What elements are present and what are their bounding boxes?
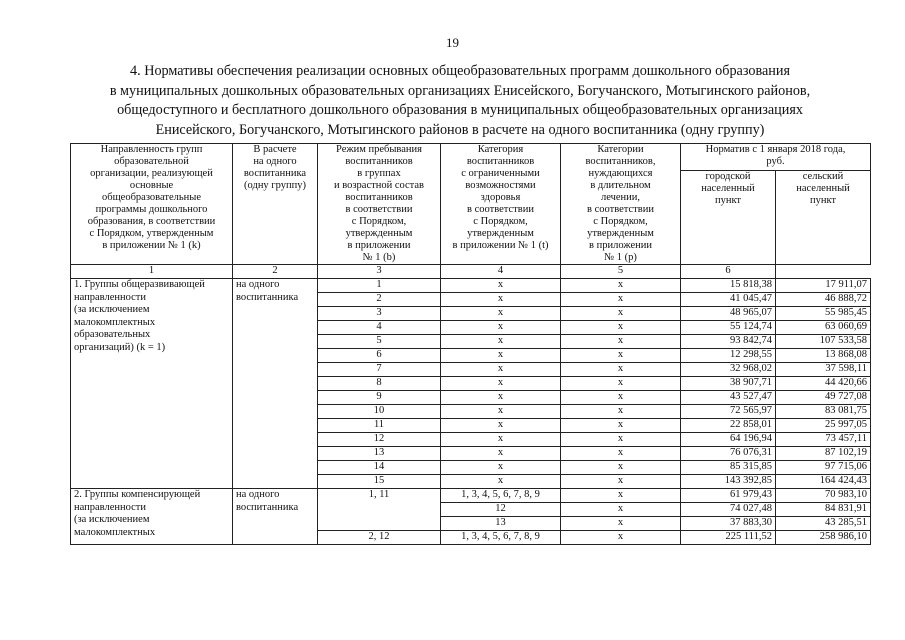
rural-value: 164 424,43 <box>776 475 871 489</box>
treatment-cell: x <box>561 279 681 293</box>
header-regime: Режим пребывания воспитанников в группах и возрастной состав воспитанников в соответствии с Порядком, утвержденным в приложении № 1 (b) <box>318 144 441 265</box>
disability-cell: x <box>441 321 561 335</box>
disability-cell: x <box>441 447 561 461</box>
disability-cell: 12 <box>441 503 561 517</box>
header-direction: Направленность групп образовательной организации, реализующей основные общеобразовательные программы дошкольного образования, в соответствии с Порядком, утвержденным в приложении № 1 (k) <box>71 144 233 265</box>
treatment-cell: x <box>561 489 681 503</box>
rural-value: 37 598,11 <box>776 363 871 377</box>
column-number: 1 <box>71 265 233 279</box>
treatment-cell: x <box>561 405 681 419</box>
section-heading <box>60 62 860 140</box>
header-treatment-category: Категории воспитанников, нуждающихся в длительном лечении, в соответствии с Порядком, утвержденным в приложении № 1 (p) <box>561 144 681 265</box>
regime-cell: 2 <box>318 293 441 307</box>
rural-value: 107 533,58 <box>776 335 871 349</box>
table-row <box>71 279 871 293</box>
rural-value: 97 715,06 <box>776 461 871 475</box>
treatment-cell: x <box>561 447 681 461</box>
rural-value: 25 997,05 <box>776 419 871 433</box>
urban-value: 93 842,74 <box>681 335 776 349</box>
rural-value: 87 102,19 <box>776 447 871 461</box>
urban-value: 15 818,38 <box>681 279 776 293</box>
regime-cell: 1, 11 <box>318 489 441 531</box>
header-rural: сельский населенный пункт <box>776 171 871 265</box>
disability-cell: 13 <box>441 517 561 531</box>
regime-cell: 7 <box>318 363 441 377</box>
header-norm: Норматив с 1 января 2018 года, руб. <box>681 144 871 171</box>
treatment-cell: x <box>561 335 681 349</box>
urban-value: 32 968,02 <box>681 363 776 377</box>
treatment-cell: x <box>561 349 681 363</box>
column-number: 2 <box>233 265 318 279</box>
urban-value: 72 565,97 <box>681 405 776 419</box>
regime-cell: 13 <box>318 447 441 461</box>
disability-cell: 1, 3, 4, 5, 6, 7, 8, 9 <box>441 489 561 503</box>
group2-title: 2. Группы компенсирующей направленности (за исключением малокомплектных <box>71 489 233 545</box>
table-row <box>71 489 871 503</box>
column-number: 4 <box>441 265 561 279</box>
disability-cell: x <box>441 405 561 419</box>
disability-cell: x <box>441 363 561 377</box>
disability-cell: x <box>441 475 561 489</box>
rural-value: 258 986,10 <box>776 531 871 545</box>
urban-value: 48 965,07 <box>681 307 776 321</box>
header-urban: городской населенный пункт <box>681 171 776 265</box>
disability-cell: x <box>441 349 561 363</box>
urban-value: 143 392,85 <box>681 475 776 489</box>
group1-per-pupil: на одного воспитанника <box>233 279 318 489</box>
rural-value: 84 831,91 <box>776 503 871 517</box>
urban-value: 38 907,71 <box>681 377 776 391</box>
treatment-cell: x <box>561 503 681 517</box>
rural-value: 13 868,08 <box>776 349 871 363</box>
urban-value: 76 076,31 <box>681 447 776 461</box>
urban-value: 22 858,01 <box>681 419 776 433</box>
urban-value: 64 196,94 <box>681 433 776 447</box>
rural-value: 55 985,45 <box>776 307 871 321</box>
regime-cell: 2, 12 <box>318 531 441 545</box>
rural-value: 83 081,75 <box>776 405 871 419</box>
urban-value: 12 298,55 <box>681 349 776 363</box>
urban-value: 55 124,74 <box>681 321 776 335</box>
treatment-cell: x <box>561 531 681 545</box>
rural-value: 63 060,69 <box>776 321 871 335</box>
regime-cell: 11 <box>318 419 441 433</box>
disability-cell: x <box>441 433 561 447</box>
treatment-cell: x <box>561 293 681 307</box>
disability-cell: x <box>441 419 561 433</box>
regime-cell: 6 <box>318 349 441 363</box>
treatment-cell: x <box>561 321 681 335</box>
urban-value: 85 315,85 <box>681 461 776 475</box>
treatment-cell: x <box>561 391 681 405</box>
column-number-row <box>71 265 871 279</box>
regime-cell: 15 <box>318 475 441 489</box>
disability-cell: x <box>441 335 561 349</box>
disability-cell: x <box>441 293 561 307</box>
urban-value: 43 527,47 <box>681 391 776 405</box>
regime-cell: 4 <box>318 321 441 335</box>
disability-cell: 1, 3, 4, 5, 6, 7, 8, 9 <box>441 531 561 545</box>
column-number: 3 <box>318 265 441 279</box>
rural-value: 46 888,72 <box>776 293 871 307</box>
group1-title: 1. Группы общеразвивающей направленности (за исключением малокомплектных образовательных организаций) (k = 1) <box>71 279 233 489</box>
rural-value: 73 457,11 <box>776 433 871 447</box>
header-disability-category: Категория воспитанников с ограниченными возможностями здоровья в соответствии с Порядком, утвержденным в приложении № 1 (t) <box>441 144 561 265</box>
urban-value: 225 111,52 <box>681 531 776 545</box>
column-number: 6 <box>681 265 776 279</box>
rural-value: 43 285,51 <box>776 517 871 531</box>
urban-value: 74 027,48 <box>681 503 776 517</box>
disability-cell: x <box>441 461 561 475</box>
treatment-cell: x <box>561 307 681 321</box>
heading-line: в муниципальных дошкольных образовательных организациях Енисейского, Богучанского, Мотыгинского районов, <box>109 82 811 99</box>
regime-cell: 14 <box>318 461 441 475</box>
disability-cell: x <box>441 391 561 405</box>
treatment-cell: x <box>561 363 681 377</box>
regime-cell: 12 <box>318 433 441 447</box>
header-per-pupil: В расчете на одного воспитанника (одну группу) <box>233 144 318 265</box>
page-number: 19 <box>446 35 459 50</box>
rural-value: 70 983,10 <box>776 489 871 503</box>
regime-cell: 5 <box>318 335 441 349</box>
regime-cell: 1 <box>318 279 441 293</box>
treatment-cell: x <box>561 517 681 531</box>
treatment-cell: x <box>561 475 681 489</box>
heading-line: Енисейского, Богучанского, Мотыгинского районов в расчете на одного воспитанника (одну группу) <box>155 121 765 138</box>
treatment-cell: x <box>561 461 681 475</box>
rural-value: 44 420,66 <box>776 377 871 391</box>
rural-value: 17 911,07 <box>776 279 871 293</box>
disability-cell: x <box>441 377 561 391</box>
regime-cell: 9 <box>318 391 441 405</box>
regime-cell: 8 <box>318 377 441 391</box>
urban-value: 61 979,43 <box>681 489 776 503</box>
column-number: 5 <box>561 265 681 279</box>
urban-value: 41 045,47 <box>681 293 776 307</box>
disability-cell: x <box>441 307 561 321</box>
norms-table <box>70 143 871 545</box>
treatment-cell: x <box>561 433 681 447</box>
heading-line: 4. Нормативы обеспечения реализации основных общеобразовательных программ дошкольного образования <box>130 63 790 79</box>
regime-cell: 10 <box>318 405 441 419</box>
regime-cell: 3 <box>318 307 441 321</box>
urban-value: 37 883,30 <box>681 517 776 531</box>
heading-line: общедоступного и бесплатного дошкольного образования в муниципальных общеобразовательных организациях <box>117 102 803 118</box>
group2-per-pupil: на одного воспитанника <box>233 489 318 545</box>
treatment-cell: x <box>561 377 681 391</box>
disability-cell: x <box>441 279 561 293</box>
rural-value: 49 727,08 <box>776 391 871 405</box>
treatment-cell: x <box>561 419 681 433</box>
